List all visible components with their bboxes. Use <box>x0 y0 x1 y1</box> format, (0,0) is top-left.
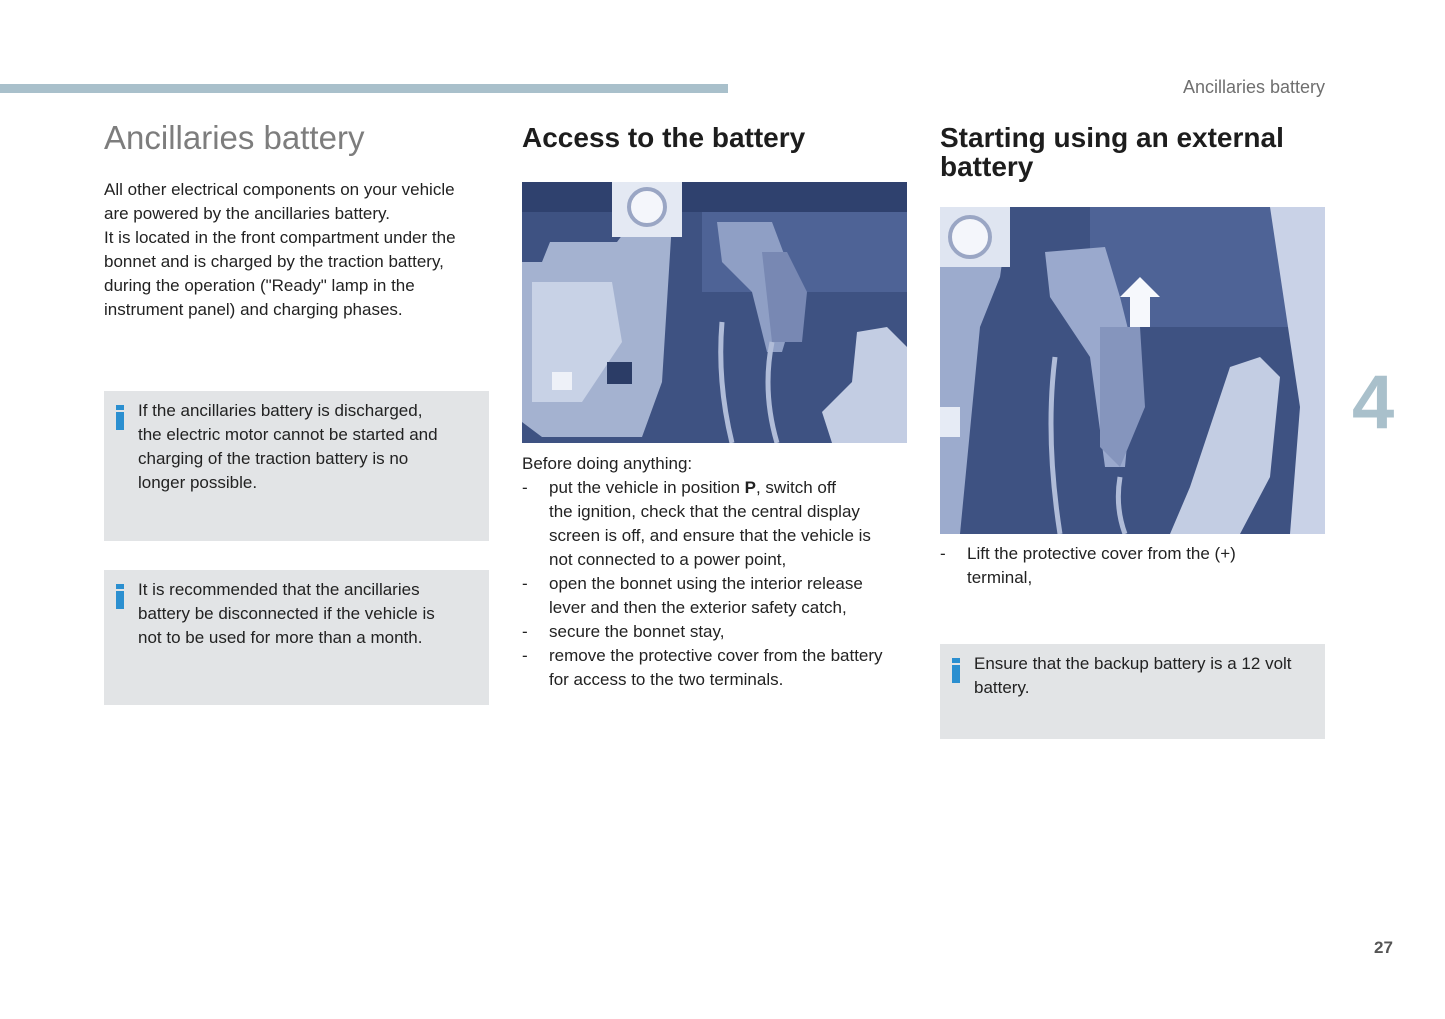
step-text: for access to the two terminals. <box>549 670 784 689</box>
step-text: lever and then the exterior safety catch, <box>549 598 847 617</box>
text-line: If the ancillaries battery is discharged, <box>138 401 423 420</box>
step-text: the ignition, check that the central display <box>549 502 860 521</box>
info-icon <box>952 658 961 683</box>
info-box-disconnect <box>104 570 489 705</box>
column-ancillaries-battery <box>104 118 489 647</box>
text-line: It is recommended that the ancillaries <box>138 580 420 599</box>
external-instructions <box>940 542 1325 590</box>
step-text: not connected to a power point, <box>549 550 787 569</box>
gear-position: P <box>744 478 756 497</box>
list-item <box>522 620 912 644</box>
page-number: 27 <box>1374 938 1393 957</box>
step-text: terminal, <box>967 568 1033 587</box>
text-line: It is located in the front compartment under the <box>104 228 456 247</box>
section-title: Ancillaries battery <box>104 119 365 156</box>
section-title: Access to the battery <box>522 122 806 153</box>
chapter-number: 4 <box>1352 360 1395 445</box>
step-text: open the bonnet using the interior release <box>549 574 863 593</box>
access-instructions <box>522 452 912 692</box>
dash: - <box>940 544 946 563</box>
running-header: Ancillaries battery <box>1182 77 1325 97</box>
step-text: put the vehicle in position <box>549 478 745 497</box>
text-line: bonnet and is charged by the traction battery, <box>104 252 444 271</box>
text-line: during the operation ("Ready" lamp in the <box>104 276 415 295</box>
list-item <box>522 476 912 572</box>
text-line: charging of the traction battery is no <box>138 449 409 468</box>
column-external-battery <box>940 118 1325 697</box>
terminal-photo <box>940 207 1325 534</box>
text-line: the electric motor cannot be started and <box>138 425 438 444</box>
step-text: Lift the protective cover from the (+) <box>967 544 1236 563</box>
battery-photo <box>522 182 907 443</box>
step-list <box>940 542 1325 590</box>
intro-paragraph <box>104 178 489 322</box>
text-line: longer possible. <box>138 473 258 492</box>
info-icon <box>116 584 125 609</box>
dash: - <box>522 622 528 641</box>
title-line: Starting using an external <box>940 122 1284 153</box>
text-line: battery be disconnected if the vehicle is <box>138 604 435 623</box>
column-access-battery <box>522 118 912 689</box>
dash: - <box>522 574 528 593</box>
text-line: not to be used for more than a month. <box>138 628 423 647</box>
title-line: battery <box>940 151 1034 182</box>
intro-text: Before doing anything: <box>522 454 693 473</box>
step-list <box>522 476 912 692</box>
info-box-12-volt <box>940 644 1325 739</box>
step-text: , switch off <box>755 478 836 497</box>
step-text: remove the protective cover from the battery <box>549 646 883 665</box>
dash: - <box>522 478 528 497</box>
info-box-discharged <box>104 391 489 541</box>
text-line: are powered by the ancillaries battery. <box>104 204 391 223</box>
step-text: screen is off, and ensure that the vehicle is <box>549 526 871 545</box>
section-title <box>940 123 1325 181</box>
info-icon <box>116 405 125 430</box>
header-accent-bar <box>0 84 728 93</box>
step-text: secure the bonnet stay, <box>549 622 725 641</box>
list-item <box>522 572 912 620</box>
list-item <box>940 542 1325 590</box>
text-line: instrument panel) and charging phases. <box>104 300 403 319</box>
list-item <box>522 644 912 692</box>
text-line: Ensure that the backup battery is a 12 volt <box>974 654 1292 673</box>
dash: - <box>522 646 528 665</box>
text-line: battery. <box>974 678 1030 697</box>
text-line: All other electrical components on your vehicle <box>104 180 455 199</box>
